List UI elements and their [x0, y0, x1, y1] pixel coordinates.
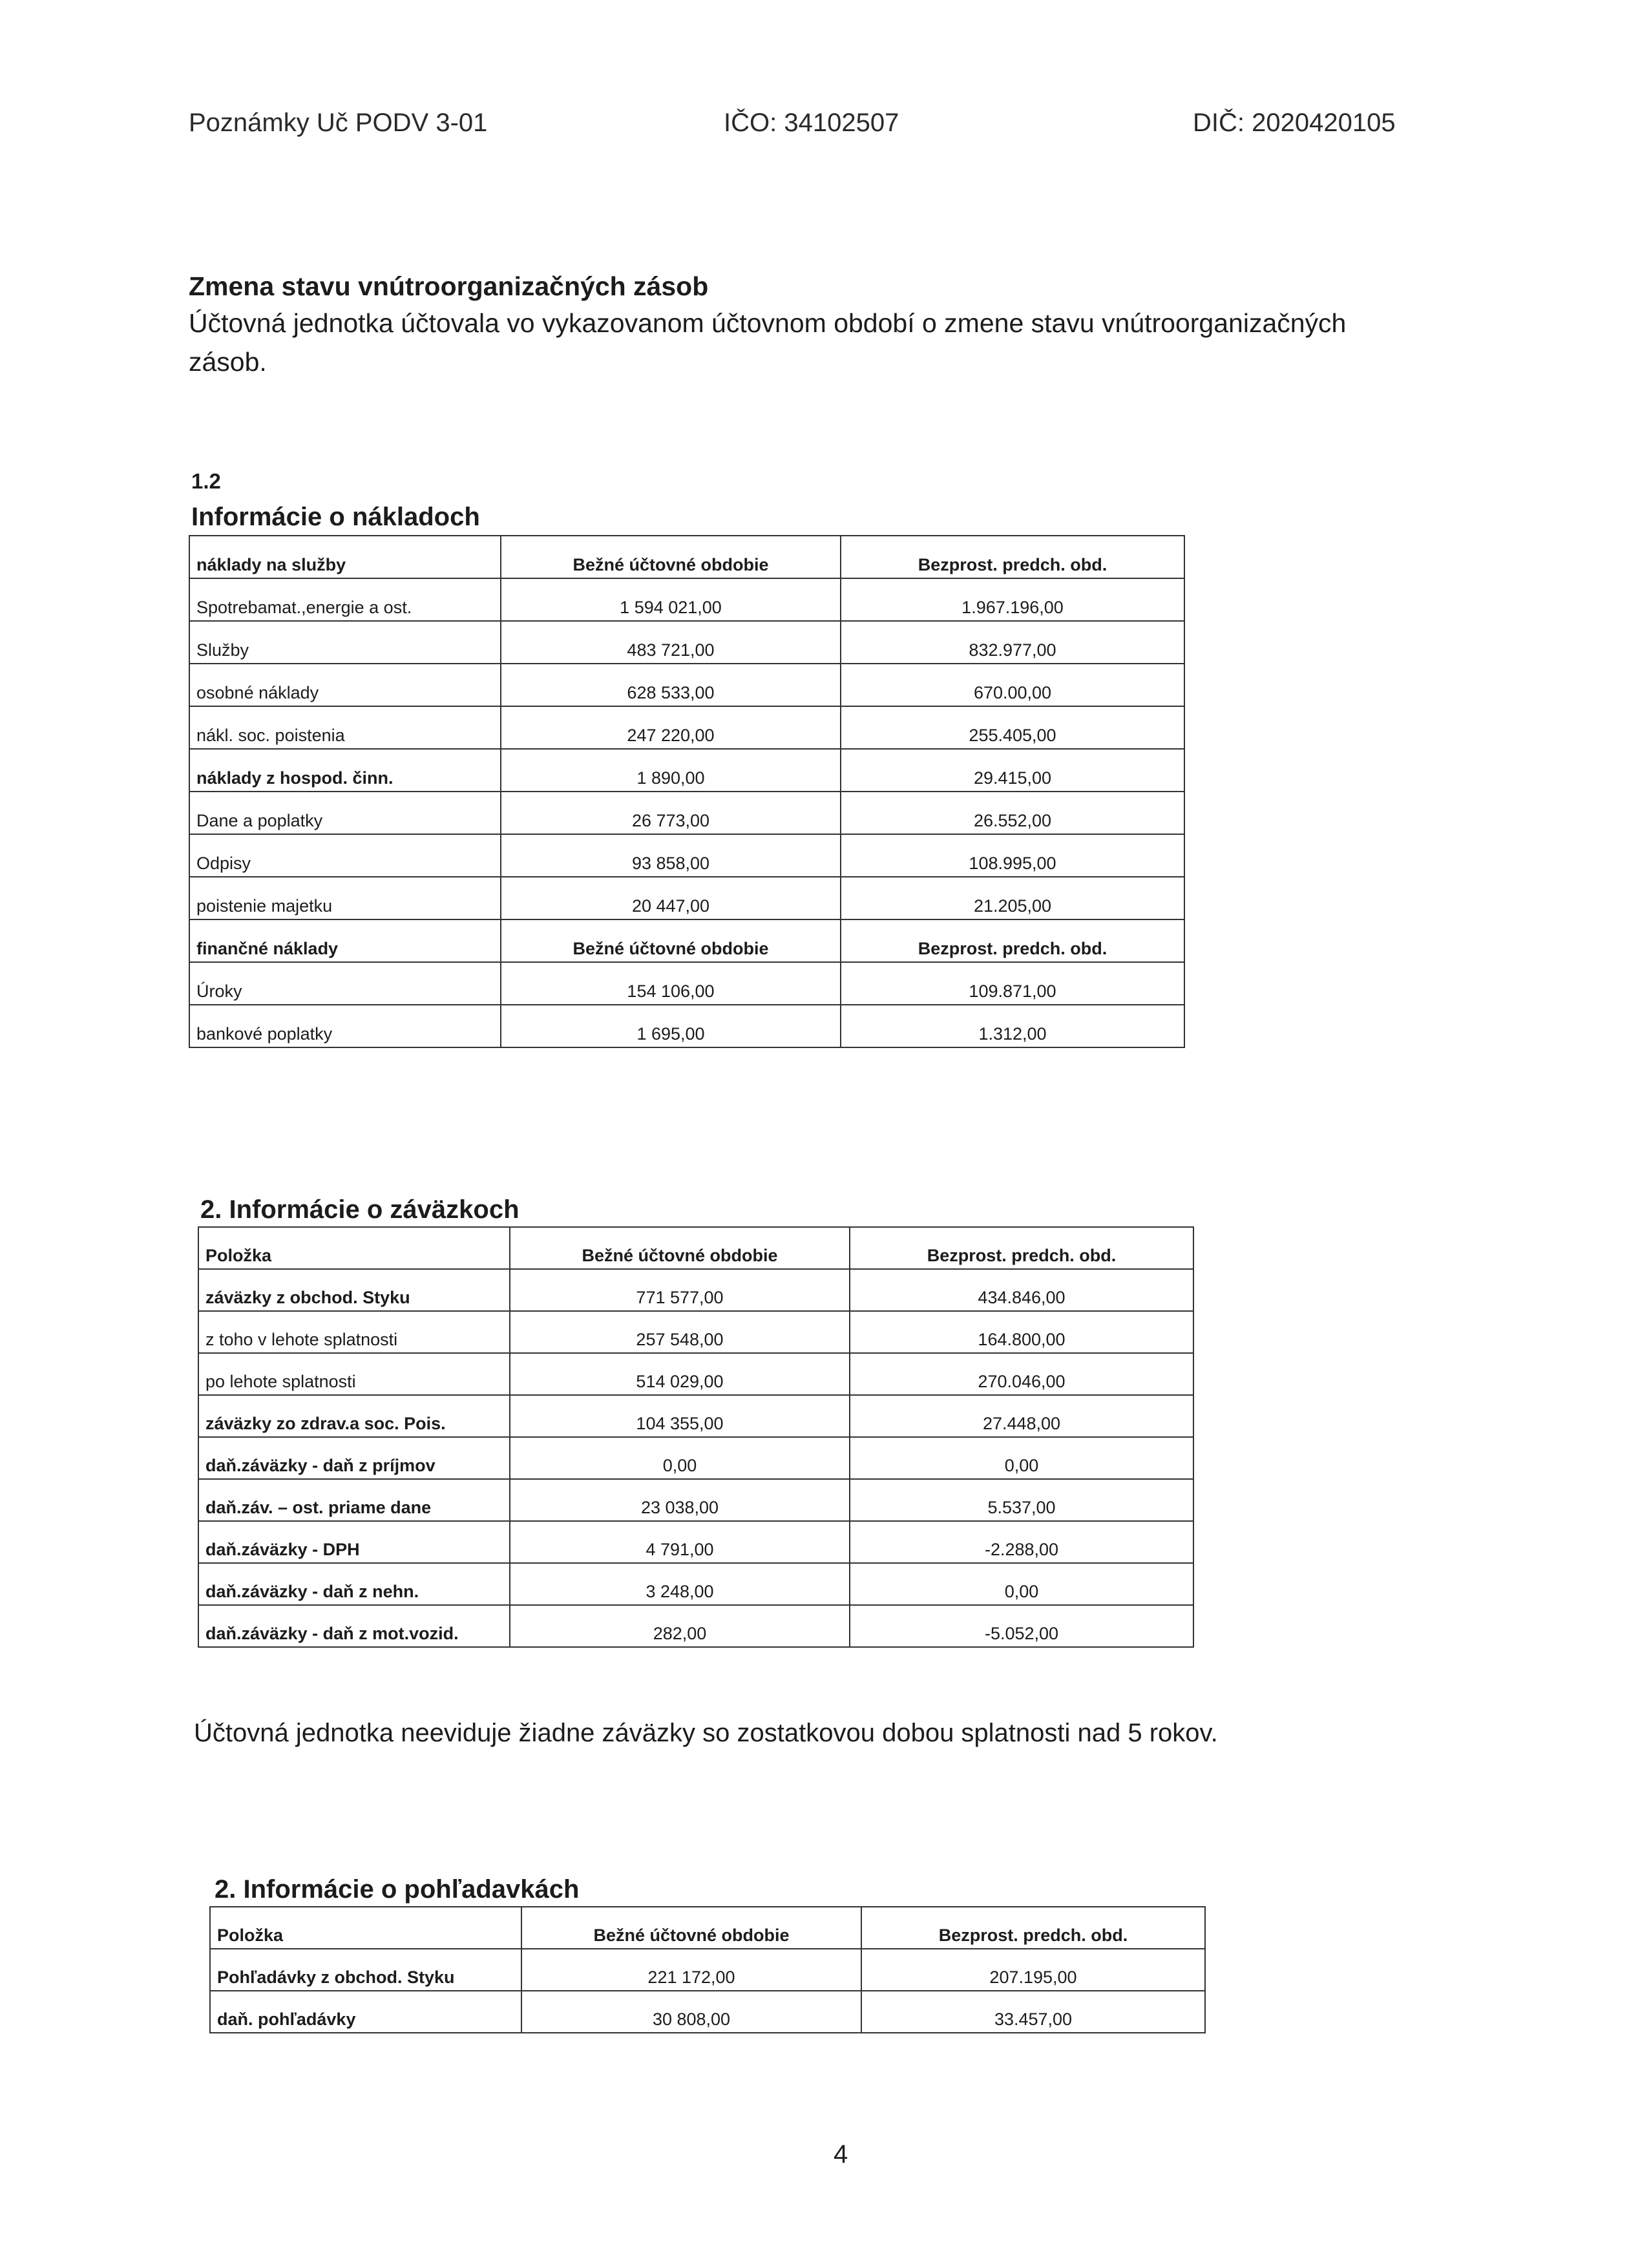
current-period-value: Bežné účtovné obdobie	[501, 536, 841, 578]
table-row	[189, 792, 1184, 834]
intro-line-2: zásob.	[189, 347, 267, 377]
table-header-row	[210, 1907, 1205, 1949]
current-period-value: Bežné účtovné obdobie	[501, 919, 841, 962]
current-period-value: 282,00	[510, 1605, 850, 1647]
previous-period-value: 33.457,00	[861, 1991, 1205, 2033]
previous-period-value: 670.00,00	[841, 664, 1184, 706]
table-header-row	[198, 1227, 1193, 1269]
previous-period-value: Bezprost. predch. obd.	[850, 1227, 1193, 1269]
previous-period-value: 109.871,00	[841, 962, 1184, 1005]
liabilities-table	[198, 1226, 1194, 1648]
current-period-value: 771 577,00	[510, 1269, 850, 1311]
row-label: náklady z hospod. činn.	[189, 749, 501, 792]
row-label: bankové poplatky	[189, 1005, 501, 1047]
table-row	[189, 962, 1184, 1005]
page-number: 4	[834, 2140, 848, 2168]
row-label: osobné náklady	[189, 664, 501, 706]
receivables-table-body	[210, 1907, 1205, 2033]
table-row	[189, 578, 1184, 621]
current-period-value: 30 808,00	[521, 1991, 861, 2033]
row-label: finančné náklady	[189, 919, 501, 962]
intro-line-1: Účtovná jednotka účtovala vo vykazovanom účtovnom období o zmene stavu vnútroorganizačných	[189, 308, 1347, 338]
current-period-value: 20 447,00	[501, 877, 841, 919]
current-period-value: 23 038,00	[510, 1479, 850, 1521]
table-row	[198, 1521, 1193, 1563]
table-row	[198, 1395, 1193, 1437]
current-period-value: 483 721,00	[501, 621, 841, 664]
row-label: záväzky zo zdrav.a soc. Pois.	[198, 1395, 510, 1437]
current-period-value: 4 791,00	[510, 1521, 850, 1563]
row-label: daň.záv. – ost. priame dane	[198, 1479, 510, 1521]
previous-period-value: 29.415,00	[841, 749, 1184, 792]
table-row	[210, 1949, 1205, 1991]
header-ico: IČO: 34102507	[724, 109, 899, 137]
table-row	[198, 1605, 1193, 1647]
table-row	[198, 1311, 1193, 1353]
table-row	[189, 919, 1184, 962]
previous-period-value: 832.977,00	[841, 621, 1184, 664]
previous-period-value: Bezprost. predch. obd.	[841, 919, 1184, 962]
row-label: z toho v lehote splatnosti	[198, 1311, 510, 1353]
table-row	[198, 1437, 1193, 1479]
current-period-value: 1 594 021,00	[501, 578, 841, 621]
previous-period-value: 1.967.196,00	[841, 578, 1184, 621]
current-period-value: 247 220,00	[501, 706, 841, 749]
costs-section-number: 1.2	[191, 469, 221, 493]
current-period-value: 257 548,00	[510, 1311, 850, 1353]
previous-period-value: 5.537,00	[850, 1479, 1193, 1521]
row-label: Položka	[210, 1907, 521, 1949]
row-label: daň.záväzky - daň z mot.vozid.	[198, 1605, 510, 1647]
header-document-ref: Poznámky Uč PODV 3-01	[189, 109, 488, 137]
row-label: záväzky z obchod. Styku	[198, 1269, 510, 1311]
table-row	[198, 1353, 1193, 1395]
row-label: Odpisy	[189, 834, 501, 877]
current-period-value: 1 890,00	[501, 749, 841, 792]
current-period-value: 26 773,00	[501, 792, 841, 834]
table-row	[189, 749, 1184, 792]
previous-period-value: 270.046,00	[850, 1353, 1193, 1395]
current-period-value: 0,00	[510, 1437, 850, 1479]
costs-table	[189, 535, 1185, 1048]
row-label: Dane a poplatky	[189, 792, 501, 834]
row-label: Úroky	[189, 962, 501, 1005]
current-period-value: Bežné účtovné obdobie	[510, 1227, 850, 1269]
table-row	[210, 1991, 1205, 2033]
costs-table-body	[189, 536, 1184, 1047]
row-label: daň.záväzky - daň z príjmov	[198, 1437, 510, 1479]
current-period-value: 221 172,00	[521, 1949, 861, 1991]
previous-period-value: -2.288,00	[850, 1521, 1193, 1563]
table-row	[198, 1269, 1193, 1311]
previous-period-value: -5.052,00	[850, 1605, 1193, 1647]
table-row	[189, 1005, 1184, 1047]
previous-period-value: 1.312,00	[841, 1005, 1184, 1047]
previous-period-value: Bezprost. predch. obd.	[861, 1907, 1205, 1949]
liabilities-table-body	[198, 1227, 1193, 1647]
row-label: Spotrebamat.,energie a ost.	[189, 578, 501, 621]
current-period-value: 1 695,00	[501, 1005, 841, 1047]
liabilities-note: Účtovná jednotka neeviduje žiadne záväzky so zostatkovou dobou splatnosti nad 5 rokov.	[194, 1719, 1218, 1747]
previous-period-value: 21.205,00	[841, 877, 1184, 919]
previous-period-value: Bezprost. predch. obd.	[841, 536, 1184, 578]
table-row	[189, 877, 1184, 919]
current-period-value: 514 029,00	[510, 1353, 850, 1395]
table-row	[189, 621, 1184, 664]
previous-period-value: 255.405,00	[841, 706, 1184, 749]
current-period-value: 93 858,00	[501, 834, 841, 877]
previous-period-value: 434.846,00	[850, 1269, 1193, 1311]
current-period-value: 154 106,00	[501, 962, 841, 1005]
current-period-value: 3 248,00	[510, 1563, 850, 1605]
previous-period-value: 164.800,00	[850, 1311, 1193, 1353]
current-period-value: Bežné účtovné obdobie	[521, 1907, 861, 1949]
table-row	[189, 664, 1184, 706]
row-label: Položka	[198, 1227, 510, 1269]
intro-title: Zmena stavu vnútroorganizačných zásob	[189, 271, 709, 301]
row-label: nákl. soc. poistenia	[189, 706, 501, 749]
current-period-value: 104 355,00	[510, 1395, 850, 1437]
row-label: po lehote splatnosti	[198, 1353, 510, 1395]
previous-period-value: 27.448,00	[850, 1395, 1193, 1437]
previous-period-value: 0,00	[850, 1437, 1193, 1479]
receivables-section-title: 2. Informácie o pohľadavkách	[215, 1875, 580, 1904]
liabilities-section-title: 2. Informácie o záväzkoch	[200, 1195, 520, 1224]
row-label: daň. pohľadávky	[210, 1991, 521, 2033]
table-header-row	[189, 536, 1184, 578]
table-row	[189, 834, 1184, 877]
row-label: Služby	[189, 621, 501, 664]
table-row	[198, 1563, 1193, 1605]
row-label: daň.záväzky - DPH	[198, 1521, 510, 1563]
row-label: Pohľadávky z obchod. Styku	[210, 1949, 521, 1991]
previous-period-value: 207.195,00	[861, 1949, 1205, 1991]
row-label: daň.záväzky - daň z nehn.	[198, 1563, 510, 1605]
row-label: poistenie majetku	[189, 877, 501, 919]
costs-section-title: Informácie o nákladoch	[191, 503, 480, 531]
table-row	[189, 706, 1184, 749]
previous-period-value: 108.995,00	[841, 834, 1184, 877]
previous-period-value: 0,00	[850, 1563, 1193, 1605]
previous-period-value: 26.552,00	[841, 792, 1184, 834]
current-period-value: 628 533,00	[501, 664, 841, 706]
table-row	[198, 1479, 1193, 1521]
row-label: náklady na služby	[189, 536, 501, 578]
receivables-table	[209, 1906, 1206, 2033]
header-dic: DIČ: 2020420105	[1193, 109, 1396, 137]
